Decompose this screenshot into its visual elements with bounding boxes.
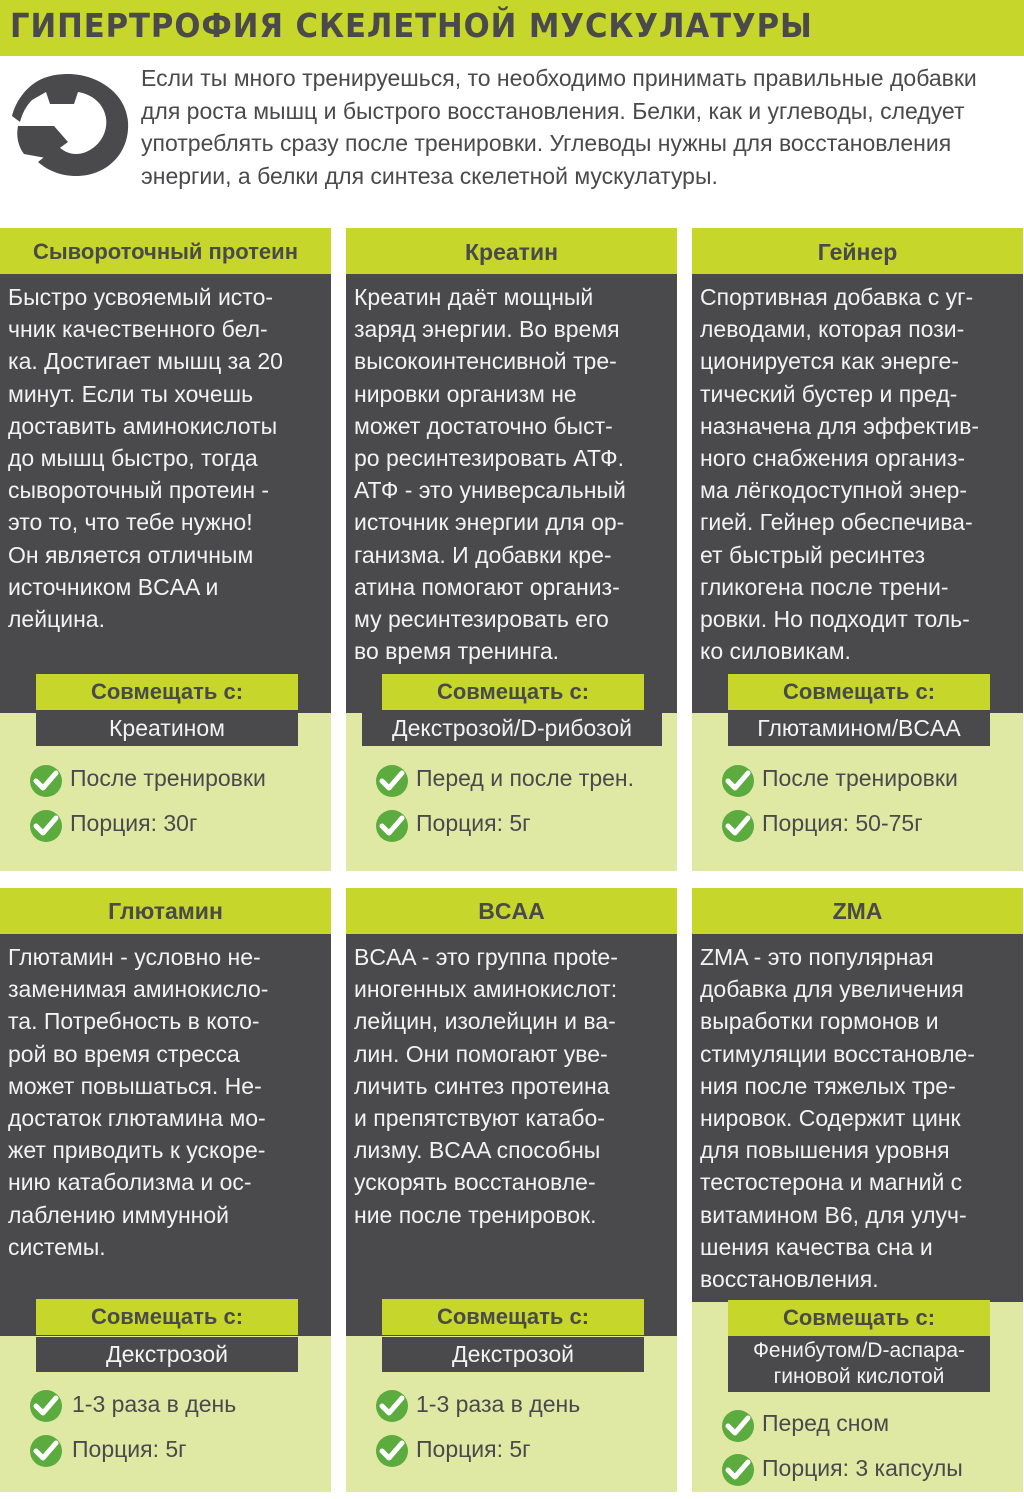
check-icon — [376, 810, 408, 842]
card-description: Глютамин - условно не- заменимая аминокисло- та. Потребность в кото- рой во время стресса может повышаться. Не- достаток глютамина мо- жет приводить к ускоре- нию катаболизма и ос- лаблению иммунной системы. — [8, 944, 269, 1260]
combine-label: Совмещать с: — [382, 1299, 644, 1335]
timing-text: Перед сном — [762, 1410, 890, 1436]
card-glutamine — [0, 888, 331, 1492]
check-icon — [30, 810, 62, 842]
header-bar — [0, 0, 1024, 56]
check-icon — [30, 1390, 62, 1422]
page-title: ГИПЕРТРОФИЯ СКЕЛЕТНОЙ МУСКУЛАТУРЫ — [10, 6, 813, 45]
dose-text: Порция: 30г — [70, 810, 198, 836]
card-gainer — [692, 228, 1023, 871]
check-icon — [722, 810, 754, 842]
combine-label: Совмещать с: — [728, 674, 990, 710]
timing-text: После тренировки — [70, 765, 266, 791]
check-icon — [722, 765, 754, 797]
check-icon — [722, 1454, 754, 1486]
check-icon — [30, 765, 62, 797]
card-body — [0, 274, 331, 742]
check-icon — [30, 1435, 62, 1467]
card-bcaa — [346, 888, 677, 1492]
dose-text: Порция: 3 капсулы — [762, 1455, 963, 1481]
dose-text: Порция: 5г — [416, 1436, 531, 1462]
card-whey-protein — [0, 228, 331, 871]
card-description: Спортивная добавка с уг- леводами, которая пози- ционируется как энерге- тический бустер и пред- назначена для эффектив- ного снабжения организ- ма лёгкодоступной энер- гией. Гейнер обеспечива- ет быстрый ресинтез гликогена после трени- ровки. Но подходит толь- ко силовикам. — [700, 284, 980, 665]
card-title: Гейнер — [692, 228, 1023, 276]
card-title: Глютамин — [0, 888, 331, 934]
combine-label: Совмещать с: — [36, 674, 298, 710]
check-icon — [722, 1410, 754, 1442]
timing-text: 1-3 раза в день — [416, 1391, 581, 1417]
combine-partner: Фенибутом/D-аспара- гиновой кислотой — [728, 1336, 990, 1392]
intro-text: Если ты много тренируешься, то необходимо принимать правильные добавки для роста мышц и быстрого восстановления. Белки, как и углеводы, следует употреблять сразу после тренировки. Углеводы нужны для восстановления энергии, а белки для синтеза скелетной мускулатуры. — [141, 65, 977, 189]
card-description: ZMA - это популярная добавка для увеличения выработки гормонов и стимуляции восстановле- ния после тяжелых тре- нировок. Содержит цинк для повышения уровня тестостерона и магний с витамином B6, для улуч- шения качества сна и восстановления. — [700, 944, 975, 1293]
combine-label: Совмещать с: — [728, 1300, 990, 1336]
timing-text: Перед и после трен. — [416, 765, 635, 791]
combine-partner: Декстрозой/D-рибозой — [362, 711, 662, 746]
card-body — [692, 274, 1023, 742]
combine-label: Совмещать с: — [36, 1299, 298, 1335]
card-description: Креатин даёт мощный заряд энергии. Во время высокоинтенсивной тре- нировки организм не может достаточно быст- ро ресинтезировать АТФ. АТФ - это универсальный источник энергии для ор- ганизма. И добавки кре- атина помогают организ- му ресинтезировать его во время тренинга. — [354, 284, 626, 665]
combine-partner: Декстрозой — [36, 1337, 298, 1372]
card-description: BCAA - это группа прote- иногенных аминокислот: лейцин, изолейцин и ва- лин. Они помогают уве- личить синтез протеина и препятствуют катабо- лизму. BCAA способны ускорять восстановле- ние после тренировок. — [354, 944, 618, 1228]
flexed-arm-icon — [10, 70, 132, 180]
check-icon — [376, 1435, 408, 1467]
card-title: Сывороточный протеин — [0, 228, 331, 276]
card-title: ZMA — [692, 888, 1023, 934]
check-icon — [376, 1390, 408, 1422]
combine-partner: Глютамином/BCAA — [728, 711, 990, 746]
combine-partner: Декстрозой — [382, 1337, 644, 1372]
card-title: BCAA — [346, 888, 677, 934]
dose-text: Порция: 5г — [416, 810, 531, 836]
card-title: Креатин — [346, 228, 677, 276]
dose-text: Порция: 50-75г — [762, 810, 923, 836]
timing-text: После тренировки — [762, 765, 958, 791]
card-description: Быстро усвояемый исто- чник качественного бел- ка. Достигает мышц за 20 минут. Если ты хочешь доставить аминокислоты до мышц быстро, тогда сывороточный протеин - это то, что тебе нужно! Он является отличным источником BCAA и лейцина. — [8, 284, 283, 633]
timing-text: 1-3 раза в день — [72, 1391, 237, 1417]
check-icon — [376, 765, 408, 797]
combine-partner: Креатином — [36, 711, 298, 746]
card-creatine — [346, 228, 677, 871]
card-body — [346, 274, 677, 742]
combine-label: Совмещать с: — [382, 674, 644, 710]
card-zma — [692, 888, 1023, 1492]
dose-text: Порция: 5г — [72, 1436, 187, 1462]
